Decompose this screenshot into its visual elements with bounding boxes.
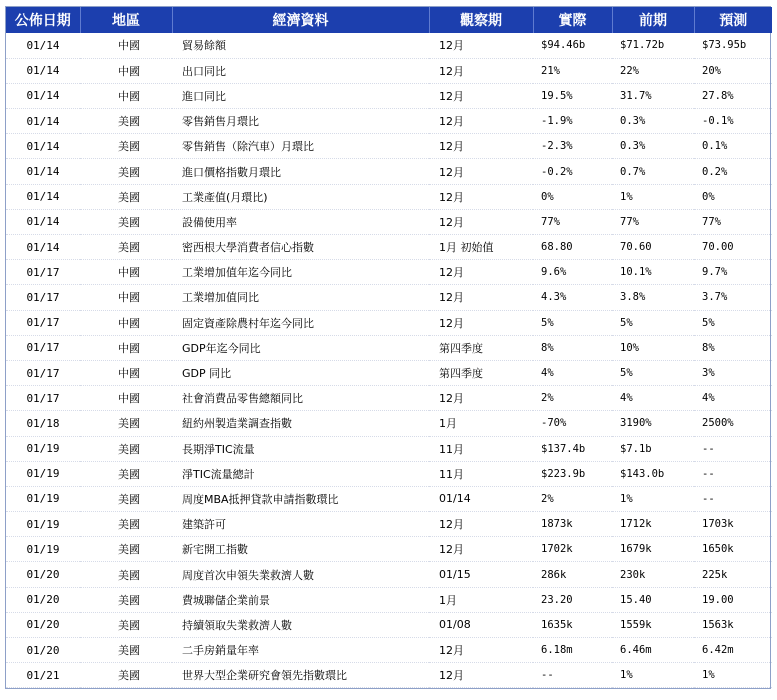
cell-previous: $7.1b (612, 436, 694, 461)
cell-item: 進口同比 (172, 83, 429, 108)
cell-region: 美國 (80, 663, 172, 688)
cell-date: 01/20 (6, 612, 80, 637)
table-row (6, 638, 772, 663)
cell-previous: 77% (612, 209, 694, 234)
header-previous: 前期 (612, 7, 694, 33)
cell-forecast: 19.00 (694, 587, 772, 612)
cell-forecast: 0.1% (694, 134, 772, 159)
cell-forecast: 9.7% (694, 260, 772, 285)
cell-region: 美國 (80, 159, 172, 184)
cell-period: 12月 (429, 512, 533, 537)
cell-actual: 2% (533, 486, 612, 511)
cell-region: 美國 (80, 109, 172, 134)
cell-item: GDP 同比 (172, 360, 429, 385)
cell-item: 工業產值(月環比) (172, 184, 429, 209)
table-row (6, 58, 772, 83)
cell-item: 周度MBA抵押貸款申請指數環比 (172, 486, 429, 511)
cell-previous: 6.46m (612, 638, 694, 663)
table-row (6, 184, 772, 209)
cell-item: 固定資產除農村年迄今同比 (172, 310, 429, 335)
cell-actual: 5% (533, 310, 612, 335)
cell-period: 12月 (429, 285, 533, 310)
cell-date: 01/14 (6, 83, 80, 108)
cell-date: 01/20 (6, 638, 80, 663)
cell-date: 01/19 (6, 512, 80, 537)
cell-previous: 70.60 (612, 235, 694, 260)
cell-item: 建築許可 (172, 512, 429, 537)
cell-previous: 3.8% (612, 285, 694, 310)
cell-period: 01/15 (429, 562, 533, 587)
cell-forecast: 70.00 (694, 235, 772, 260)
cell-date: 01/17 (6, 335, 80, 360)
cell-item: 紐約州製造業調查指數 (172, 411, 429, 436)
cell-previous: 1679k (612, 537, 694, 562)
cell-item: 周度首次申領失業救濟人數 (172, 562, 429, 587)
cell-actual: 286k (533, 562, 612, 587)
cell-period: 12月 (429, 386, 533, 411)
cell-previous: 5% (612, 310, 694, 335)
cell-forecast: 3% (694, 360, 772, 385)
cell-actual: 4.3% (533, 285, 612, 310)
cell-previous: 0.3% (612, 134, 694, 159)
cell-item: 社會消費品零售總額同比 (172, 386, 429, 411)
cell-item: 長期淨TIC流量 (172, 436, 429, 461)
cell-previous: 22% (612, 58, 694, 83)
cell-date: 01/14 (6, 184, 80, 209)
cell-forecast: 1563k (694, 612, 772, 637)
cell-actual: -0.2% (533, 159, 612, 184)
cell-previous: 1% (612, 486, 694, 511)
cell-region: 中國 (80, 335, 172, 360)
cell-region: 中國 (80, 386, 172, 411)
cell-actual: -- (533, 663, 612, 688)
cell-region: 美國 (80, 461, 172, 486)
cell-period: 12月 (429, 260, 533, 285)
cell-previous: 0.3% (612, 109, 694, 134)
header-forecast: 預測 (719, 13, 748, 29)
cell-region: 中國 (80, 83, 172, 108)
cell-previous: 5% (612, 360, 694, 385)
cell-previous: 10.1% (612, 260, 694, 285)
cell-period: 12月 (429, 638, 533, 663)
cell-date: 01/17 (6, 260, 80, 285)
cell-item: 工業增加值同比 (172, 285, 429, 310)
cell-actual: 19.5% (533, 83, 612, 108)
cell-period: 12月 (429, 134, 533, 159)
cell-period: 11月 (429, 436, 533, 461)
cell-forecast: 1% (694, 663, 772, 688)
cell-period: 12月 (429, 209, 533, 234)
table-row (6, 562, 772, 587)
cell-region: 美國 (80, 537, 172, 562)
cell-region: 中國 (80, 310, 172, 335)
cell-period: 1月 初始值 (429, 235, 533, 260)
cell-forecast: -0.1% (694, 109, 772, 134)
cell-region: 美國 (80, 436, 172, 461)
cell-period: 12月 (429, 33, 533, 58)
cell-actual: 2% (533, 386, 612, 411)
cell-date: 01/14 (6, 33, 80, 58)
cell-forecast: 20% (694, 58, 772, 83)
cell-forecast: 3.7% (694, 285, 772, 310)
cell-period: 12月 (429, 537, 533, 562)
table-row (6, 360, 772, 385)
economic-calendar-table (6, 7, 772, 688)
cell-previous: 1% (612, 184, 694, 209)
table-row (6, 486, 772, 511)
cell-previous: 1% (612, 663, 694, 688)
cell-item: 工業增加值年迄今同比 (172, 260, 429, 285)
cell-actual: $94.46b (533, 33, 612, 58)
cell-region: 美國 (80, 638, 172, 663)
cell-forecast: 225k (694, 562, 772, 587)
cell-forecast: 4% (694, 386, 772, 411)
cell-actual: $137.4b (533, 436, 612, 461)
cell-previous: 1559k (612, 612, 694, 637)
cell-period: 1月 (429, 411, 533, 436)
header-region: 地區 (80, 7, 172, 33)
cell-period: 12月 (429, 663, 533, 688)
table-row (6, 285, 772, 310)
table-row (6, 335, 772, 360)
cell-forecast: -- (694, 436, 772, 461)
table-row (6, 461, 772, 486)
cell-previous: 1712k (612, 512, 694, 537)
cell-forecast: 2500% (694, 411, 772, 436)
cell-actual: -1.9% (533, 109, 612, 134)
cell-region: 美國 (80, 587, 172, 612)
cell-region: 美國 (80, 512, 172, 537)
cell-region: 美國 (80, 486, 172, 511)
cell-actual: 1702k (533, 537, 612, 562)
cell-date: 01/21 (6, 663, 80, 688)
cell-forecast: 1703k (694, 512, 772, 537)
cell-date: 01/17 (6, 386, 80, 411)
cell-region: 中國 (80, 360, 172, 385)
cell-region: 美國 (80, 562, 172, 587)
table-header (6, 7, 772, 33)
cell-date: 01/17 (6, 360, 80, 385)
cell-region: 美國 (80, 235, 172, 260)
cell-forecast: 0% (694, 184, 772, 209)
table-row (6, 587, 772, 612)
cell-previous: 31.7% (612, 83, 694, 108)
cell-forecast: 5% (694, 310, 772, 335)
cell-item: 淨TIC流量總計 (172, 461, 429, 486)
cell-item: 持續領取失業救濟人數 (172, 612, 429, 637)
table-row (6, 436, 772, 461)
cell-actual: 8% (533, 335, 612, 360)
cell-forecast: 77% (694, 209, 772, 234)
cell-actual: 77% (533, 209, 612, 234)
cell-date: 01/14 (6, 235, 80, 260)
table-row (6, 260, 772, 285)
cell-previous: 10% (612, 335, 694, 360)
cell-forecast: 8% (694, 335, 772, 360)
cell-period: 12月 (429, 159, 533, 184)
cell-region: 美國 (80, 612, 172, 637)
cell-item: 二手房銷量年率 (172, 638, 429, 663)
table-row (6, 33, 772, 58)
cell-actual: 23.20 (533, 587, 612, 612)
cell-item: GDP年迄今同比 (172, 335, 429, 360)
cell-actual: 0% (533, 184, 612, 209)
cell-region: 中國 (80, 33, 172, 58)
cell-date: 01/19 (6, 436, 80, 461)
cell-period: 12月 (429, 83, 533, 108)
cell-item: 零售銷售（除汽車）月環比 (172, 134, 429, 159)
economic-calendar-table-frame (5, 6, 771, 689)
cell-item: 出口同比 (172, 58, 429, 83)
table-row (6, 386, 772, 411)
cell-previous: 230k (612, 562, 694, 587)
table-body (6, 33, 772, 688)
table-row (6, 512, 772, 537)
table-row (6, 310, 772, 335)
cell-previous: $143.0b (612, 461, 694, 486)
cell-period: 第四季度 (429, 335, 533, 360)
table-row (6, 83, 772, 108)
cell-region: 中國 (80, 58, 172, 83)
cell-item: 費城聯儲企業前景 (172, 587, 429, 612)
cell-region: 美國 (80, 411, 172, 436)
table-row (6, 411, 772, 436)
cell-period: 01/08 (429, 612, 533, 637)
cell-date: 01/19 (6, 461, 80, 486)
header-item: 經濟資料 (172, 7, 429, 33)
cell-actual: 1873k (533, 512, 612, 537)
table-row (6, 663, 772, 688)
cell-date: 01/17 (6, 285, 80, 310)
cell-date: 01/20 (6, 587, 80, 612)
table-row (6, 209, 772, 234)
cell-period: 01/14 (429, 486, 533, 511)
cell-date: 01/14 (6, 209, 80, 234)
table-row (6, 159, 772, 184)
cell-region: 中國 (80, 285, 172, 310)
cell-actual: 4% (533, 360, 612, 385)
cell-item: 貿易餘額 (172, 33, 429, 58)
cell-period: 12月 (429, 58, 533, 83)
table-row (6, 612, 772, 637)
cell-item: 密西根大學消費者信心指數 (172, 235, 429, 260)
cell-period: 11月 (429, 461, 533, 486)
cell-previous: 3190% (612, 411, 694, 436)
cell-period: 12月 (429, 109, 533, 134)
cell-forecast: $73.95b (694, 33, 772, 58)
cell-actual: $223.9b (533, 461, 612, 486)
cell-forecast: 27.8% (694, 83, 772, 108)
cell-date: 01/18 (6, 411, 80, 436)
cell-period: 12月 (429, 310, 533, 335)
cell-forecast: -- (694, 461, 772, 486)
header-date: 公佈日期 (6, 7, 80, 33)
cell-period: 第四季度 (429, 360, 533, 385)
cell-item: 世界大型企業研究會領先指數環比 (172, 663, 429, 688)
cell-region: 中國 (80, 260, 172, 285)
table-row (6, 134, 772, 159)
cell-date: 01/14 (6, 134, 80, 159)
table-row (6, 537, 772, 562)
cell-actual: 68.80 (533, 235, 612, 260)
cell-actual: 1635k (533, 612, 612, 637)
cell-forecast: 0.2% (694, 159, 772, 184)
cell-forecast: 1650k (694, 537, 772, 562)
cell-previous: 15.40 (612, 587, 694, 612)
cell-previous: 0.7% (612, 159, 694, 184)
cell-actual: 9.6% (533, 260, 612, 285)
cell-item: 新宅開工指數 (172, 537, 429, 562)
header-row (6, 7, 772, 33)
cell-actual: -70% (533, 411, 612, 436)
cell-period: 1月 (429, 587, 533, 612)
cell-date: 01/14 (6, 109, 80, 134)
cell-period: 12月 (429, 184, 533, 209)
cell-actual: 6.18m (533, 638, 612, 663)
cell-item: 設備使用率 (172, 209, 429, 234)
cell-actual: 21% (533, 58, 612, 83)
cell-date: 01/19 (6, 537, 80, 562)
cell-date: 01/14 (6, 159, 80, 184)
cell-date: 01/17 (6, 310, 80, 335)
cell-region: 美國 (80, 184, 172, 209)
cell-item: 零售銷售月環比 (172, 109, 429, 134)
cell-previous: 4% (612, 386, 694, 411)
cell-previous: $71.72b (612, 33, 694, 58)
cell-forecast: 6.42m (694, 638, 772, 663)
cell-region: 美國 (80, 209, 172, 234)
cell-item: 進口價格指數月環比 (172, 159, 429, 184)
cell-date: 01/20 (6, 562, 80, 587)
cell-actual: -2.3% (533, 134, 612, 159)
table-row (6, 109, 772, 134)
header-period: 觀察期 (429, 7, 533, 33)
cell-date: 01/14 (6, 58, 80, 83)
cell-forecast: -- (694, 486, 772, 511)
cell-region: 美國 (80, 134, 172, 159)
header-actual: 實際 (533, 7, 612, 33)
cell-date: 01/19 (6, 486, 80, 511)
table-row (6, 235, 772, 260)
